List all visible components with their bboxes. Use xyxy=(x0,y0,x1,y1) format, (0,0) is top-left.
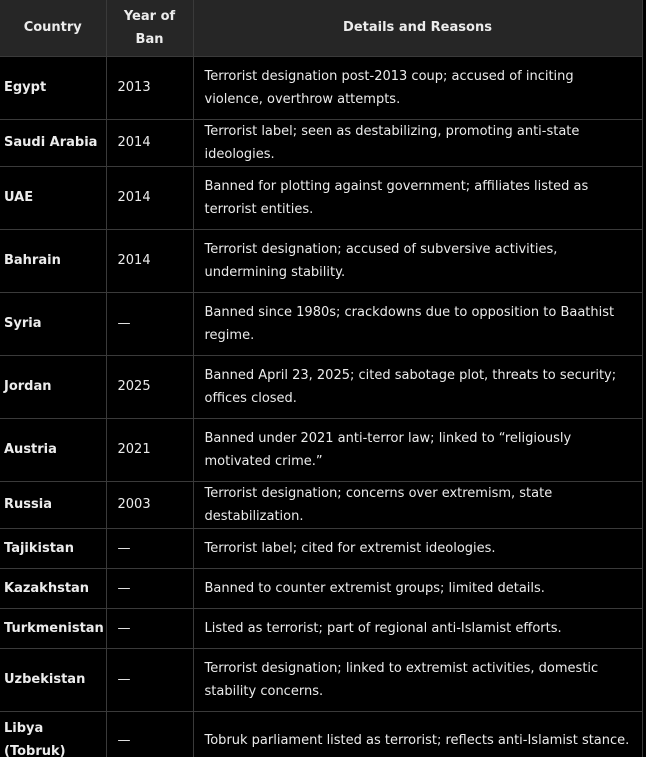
cell-country: Jordan xyxy=(0,355,106,418)
header-year: Year of Ban xyxy=(106,0,193,56)
cell-country: Bahrain xyxy=(0,229,106,292)
table-header xyxy=(0,0,642,56)
cell-country: UAE xyxy=(0,166,106,229)
table-row xyxy=(0,568,642,608)
table-body xyxy=(0,56,642,757)
table-row xyxy=(0,229,642,292)
cell-details: Terrorist designation; concerns over extremism, state destabilization. xyxy=(193,481,642,528)
header-row xyxy=(0,0,642,56)
cell-details: Terrorist designation post-2013 coup; accused of inciting violence, overthrow attempts. xyxy=(193,56,642,119)
cell-details: Banned to counter extremist groups; limited details. xyxy=(193,568,642,608)
cell-country: Libya (Tobruk) xyxy=(0,711,106,757)
cell-country: Russia xyxy=(0,481,106,528)
cell-year: — xyxy=(106,648,193,711)
cell-country: Austria xyxy=(0,418,106,481)
table-row xyxy=(0,56,642,119)
cell-year: — xyxy=(106,711,193,757)
cell-details: Listed as terrorist; part of regional anti-Islamist efforts. xyxy=(193,608,642,648)
cell-country: Egypt xyxy=(0,56,106,119)
cell-year: 2014 xyxy=(106,166,193,229)
cell-details: Tobruk parliament listed as terrorist; reflects anti-Islamist stance. xyxy=(193,711,642,757)
cell-year: 2014 xyxy=(106,229,193,292)
cell-year: 2003 xyxy=(106,481,193,528)
table-row xyxy=(0,166,642,229)
cell-details: Banned for plotting against government; affiliates listed as terrorist entities. xyxy=(193,166,642,229)
cell-year: — xyxy=(106,528,193,568)
cell-details: Terrorist designation; accused of subversive activities, undermining stability. xyxy=(193,229,642,292)
header-details: Details and Reasons xyxy=(193,0,642,56)
cell-details: Terrorist label; cited for extremist ideologies. xyxy=(193,528,642,568)
table-row xyxy=(0,292,642,355)
table-row xyxy=(0,481,642,528)
cell-country: Uzbekistan xyxy=(0,648,106,711)
table-row xyxy=(0,355,642,418)
cell-year: 2014 xyxy=(106,119,193,166)
header-country: Country xyxy=(0,0,106,56)
cell-details: Banned since 1980s; crackdowns due to opposition to Baathist regime. xyxy=(193,292,642,355)
cell-year: — xyxy=(106,568,193,608)
cell-year: 2013 xyxy=(106,56,193,119)
cell-details: Banned April 23, 2025; cited sabotage plot, threats to security; offices closed. xyxy=(193,355,642,418)
cell-country: Saudi Arabia xyxy=(0,119,106,166)
cell-country: Tajikistan xyxy=(0,528,106,568)
table-row xyxy=(0,608,642,648)
cell-year: — xyxy=(106,292,193,355)
cell-details: Terrorist label; seen as destabilizing, promoting anti-state ideologies. xyxy=(193,119,642,166)
table-row xyxy=(0,648,642,711)
table-row xyxy=(0,119,642,166)
table-row xyxy=(0,528,642,568)
cell-details: Banned under 2021 anti-terror law; linked to “religiously motivated crime.” xyxy=(193,418,642,481)
cell-year: — xyxy=(106,608,193,648)
cell-country: Syria xyxy=(0,292,106,355)
cell-year: 2021 xyxy=(106,418,193,481)
cell-details: Terrorist designation; linked to extremist activities, domestic stability concerns. xyxy=(193,648,642,711)
table-row xyxy=(0,418,642,481)
cell-country: Turkmenistan xyxy=(0,608,106,648)
cell-year: 2025 xyxy=(106,355,193,418)
table-row xyxy=(0,711,642,757)
cell-country: Kazakhstan xyxy=(0,568,106,608)
